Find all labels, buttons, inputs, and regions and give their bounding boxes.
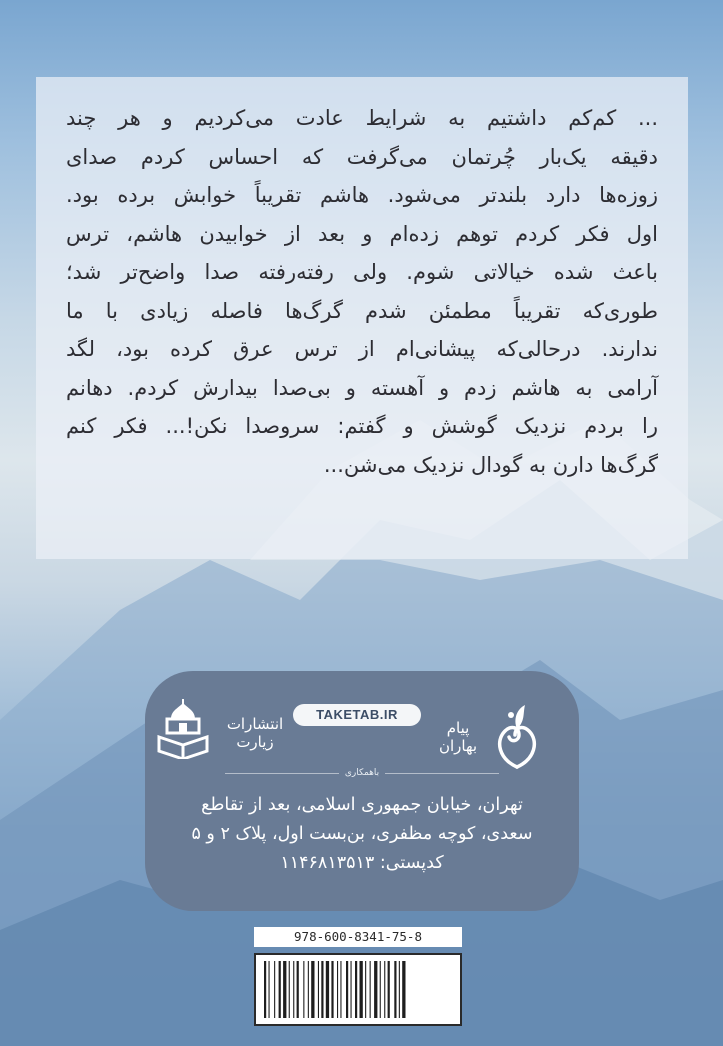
excerpt-line: ... کم‌کم داشتیم به شرایط عادت می‌کردیم و هر چند	[66, 106, 658, 130]
excerpt-line: زوزه‌ها دارد بلندتر می‌شود. هاشم تقریباً خوابش برده بود.	[66, 183, 658, 207]
isbn-number: 978-600-8341-75-8	[254, 927, 462, 947]
floral-calligraphy-icon	[489, 701, 545, 771]
website-badge: TAKETAB.IR	[293, 704, 421, 726]
excerpt-line: گرگ‌ها دارن به گودال نزدیک می‌شن...	[323, 452, 658, 477]
barcode-icon	[262, 961, 454, 1018]
collaboration-label: باهمکاری	[275, 767, 449, 779]
publisher-name-ziarat: انتشارات زیارت	[226, 715, 284, 751]
barcode	[254, 953, 462, 1026]
publisher-address: تهران، خیابان جمهوری اسلامی، بعد از تقاطع سعدی، کوچه مظفری، بن‌بست اول، پلاک ۲ و ۵ کدپستی: ۱۱۴۶۸۱۳۵۱۳	[191, 795, 533, 873]
excerpt-line: دقیقه یک‌بار چُرتمان می‌گرفت که احساس کردم صدای	[66, 144, 658, 169]
excerpt-line: آرامی به هاشم زدم و آهسته و بی‌صدا بیدارش کردم. دهانم	[66, 375, 658, 400]
mosque-book-icon	[155, 699, 211, 759]
excerpt-panel	[36, 77, 688, 559]
excerpt-line: ندارند. درحالی‌که پیشانی‌ام از ترس عرق کرده بود، لگد	[66, 337, 658, 361]
excerpt-line: طوری‌که تقریباً مطمئن شدم گرگ‌ها فاصله زیادی با ما	[66, 298, 658, 323]
excerpt-line: باعث شده خیالاتی شوم. ولی رفته‌رفته صدا واضح‌تر شد؛	[66, 260, 658, 284]
publisher-box	[145, 671, 579, 911]
excerpt-line: را بردم نزدیک گوشش و گفتم: سروصدا نکن!... فکر کنم	[66, 414, 658, 438]
excerpt-line: اول فکر کردم توهم زده‌ام و بعد از خوابیدن هاشم، ترس	[66, 221, 658, 246]
publisher-name-payam-baharan: پیام بهاران	[438, 719, 478, 755]
